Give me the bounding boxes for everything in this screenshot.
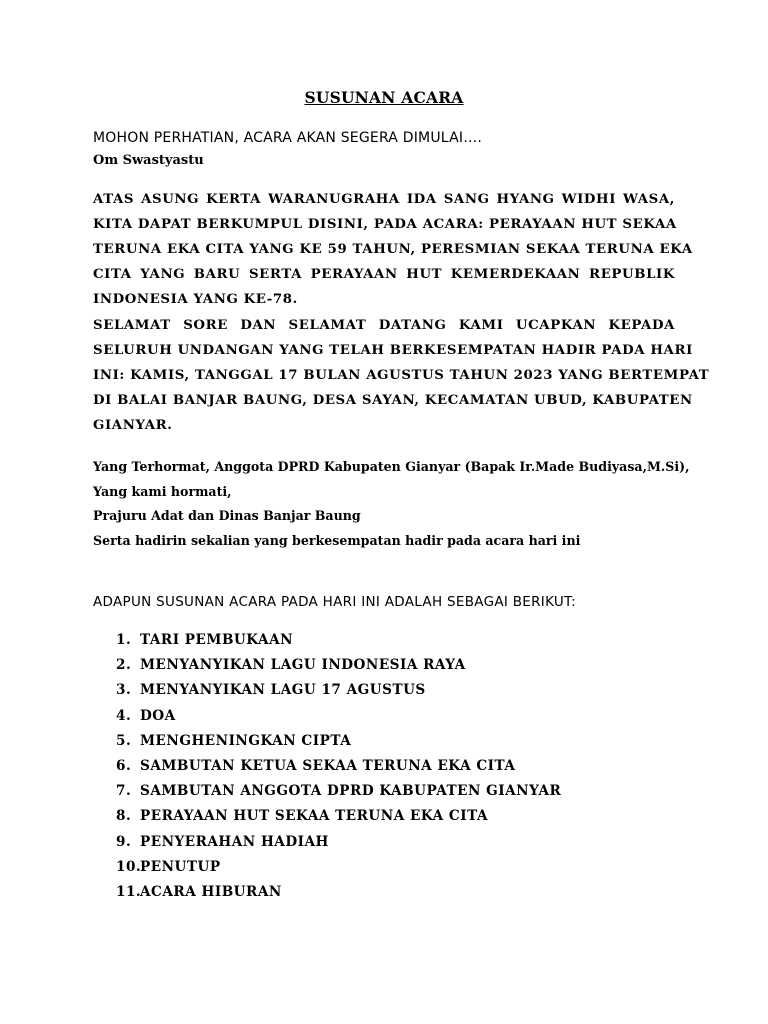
agenda-text: SAMBUTAN ANGGOTA DPRD KABUPATEN GIANYAR — [140, 783, 562, 800]
agenda-text: PENUTUP — [140, 858, 221, 875]
agenda-list — [116, 628, 561, 905]
agenda-number: 8. — [116, 808, 132, 825]
paragraph-line: ATAS ASUNG KERTA WARANUGRAHA IDA SANG HYANG WIDHI WASA, — [93, 192, 675, 207]
agenda-number: 6. — [116, 757, 132, 774]
agenda-text: PENYERAHAN HADIAH — [140, 833, 329, 850]
agenda-text: TARI PEMBUKAAN — [140, 632, 294, 648]
agenda-item — [116, 880, 561, 905]
agenda-item — [116, 653, 561, 678]
opening-paragraph — [93, 187, 693, 312]
paragraph-line: TERUNA EKA CITA YANG KE 59 TAHUN, PERESMIAN SEKAA TERUNA EKA — [93, 242, 693, 257]
regards-line: Prajuru Adat dan Dinas Banjar Baung — [93, 508, 361, 523]
agenda-number: 11. — [116, 883, 142, 900]
regards-line: Serta hadirin sekalian yang berkesempatan hadir pada acara hari ini — [93, 532, 581, 548]
paragraph-line: INI: KAMIS, TANGGAL 17 BULAN AGUSTUS TAHUN 2023 YANG BERTEMPAT — [93, 368, 710, 383]
greeting: Om Swastyastu — [93, 153, 204, 168]
agenda-number: 10. — [116, 858, 142, 875]
paragraph-line: CITA YANG BARU SERTA PERAYAAN HUT KEMERDEKAAN REPUBLIK — [93, 267, 675, 282]
agenda-text: ACARA HIBURAN — [140, 883, 282, 900]
paragraph-line: SELURUH UNDANGAN YANG TELAH BERKESEMPATAN HADIR PADA HARI — [93, 343, 693, 358]
agenda-text: MENYANYIKAN LAGU INDONESIA RAYA — [140, 657, 466, 674]
agenda-item — [116, 704, 561, 729]
agenda-text: SAMBUTAN KETUA SEKAA TERUNA EKA CITA — [140, 757, 516, 774]
agenda-intro: ADAPUN SUSUNAN ACARA PADA HARI INI ADALAH SEBAGAI BERIKUT: — [93, 594, 576, 610]
regards-line: Yang kami hormati, — [93, 483, 232, 499]
agenda-number: 1. — [116, 632, 132, 648]
agenda-text: PERAYAAN HUT SEKAA TERUNA EKA CITA — [140, 808, 488, 825]
agenda-number: 9. — [116, 833, 132, 850]
agenda-number: 4. — [116, 707, 132, 724]
agenda-text: MENYANYIKAN LAGU 17 AGUSTUS — [140, 682, 426, 699]
page-title: SUSUNAN ACARA — [304, 88, 464, 107]
paragraph-line: KITA DAPAT BERKUMPUL DISINI, PADA ACARA: PERAYAAN HUT SEKAA — [93, 217, 677, 232]
agenda-number: 2. — [116, 657, 132, 674]
agenda-item — [116, 804, 561, 829]
agenda-number: 7. — [116, 783, 132, 800]
attention-notice: MOHON PERHATIAN, ACARA AKAN SEGERA DIMULAI…. — [93, 130, 483, 146]
agenda-text: DOA — [140, 707, 176, 724]
agenda-number: 3. — [116, 682, 132, 699]
agenda-item — [116, 729, 561, 754]
paragraph-line: SELAMAT SORE DAN SELAMAT DATANG KAMI UCAPKAN KEPADA — [93, 318, 675, 333]
agenda-item — [116, 830, 561, 855]
paragraph-line: GIANYAR. — [93, 418, 173, 433]
paragraph-line: INDONESIA YANG KE-78. — [93, 292, 298, 307]
welcome-paragraph — [93, 313, 710, 438]
agenda-item — [116, 678, 561, 703]
agenda-item — [116, 779, 561, 804]
regards-line: Yang Terhormat, Anggota DPRD Kabupaten Gianyar (Bapak Ir.Made Budiyasa,M.Si), — [93, 459, 690, 474]
agenda-item — [116, 754, 561, 779]
agenda-number: 5. — [116, 732, 132, 749]
agenda-text: MENGHENINGKAN CIPTA — [140, 732, 352, 749]
regards-section — [93, 455, 693, 553]
paragraph-line: DI BALAI BANJAR BAUNG, DESA SAYAN, KECAMATAN UBUD, KABUPATEN — [93, 393, 693, 408]
agenda-item — [116, 855, 561, 880]
agenda-item — [116, 628, 561, 653]
